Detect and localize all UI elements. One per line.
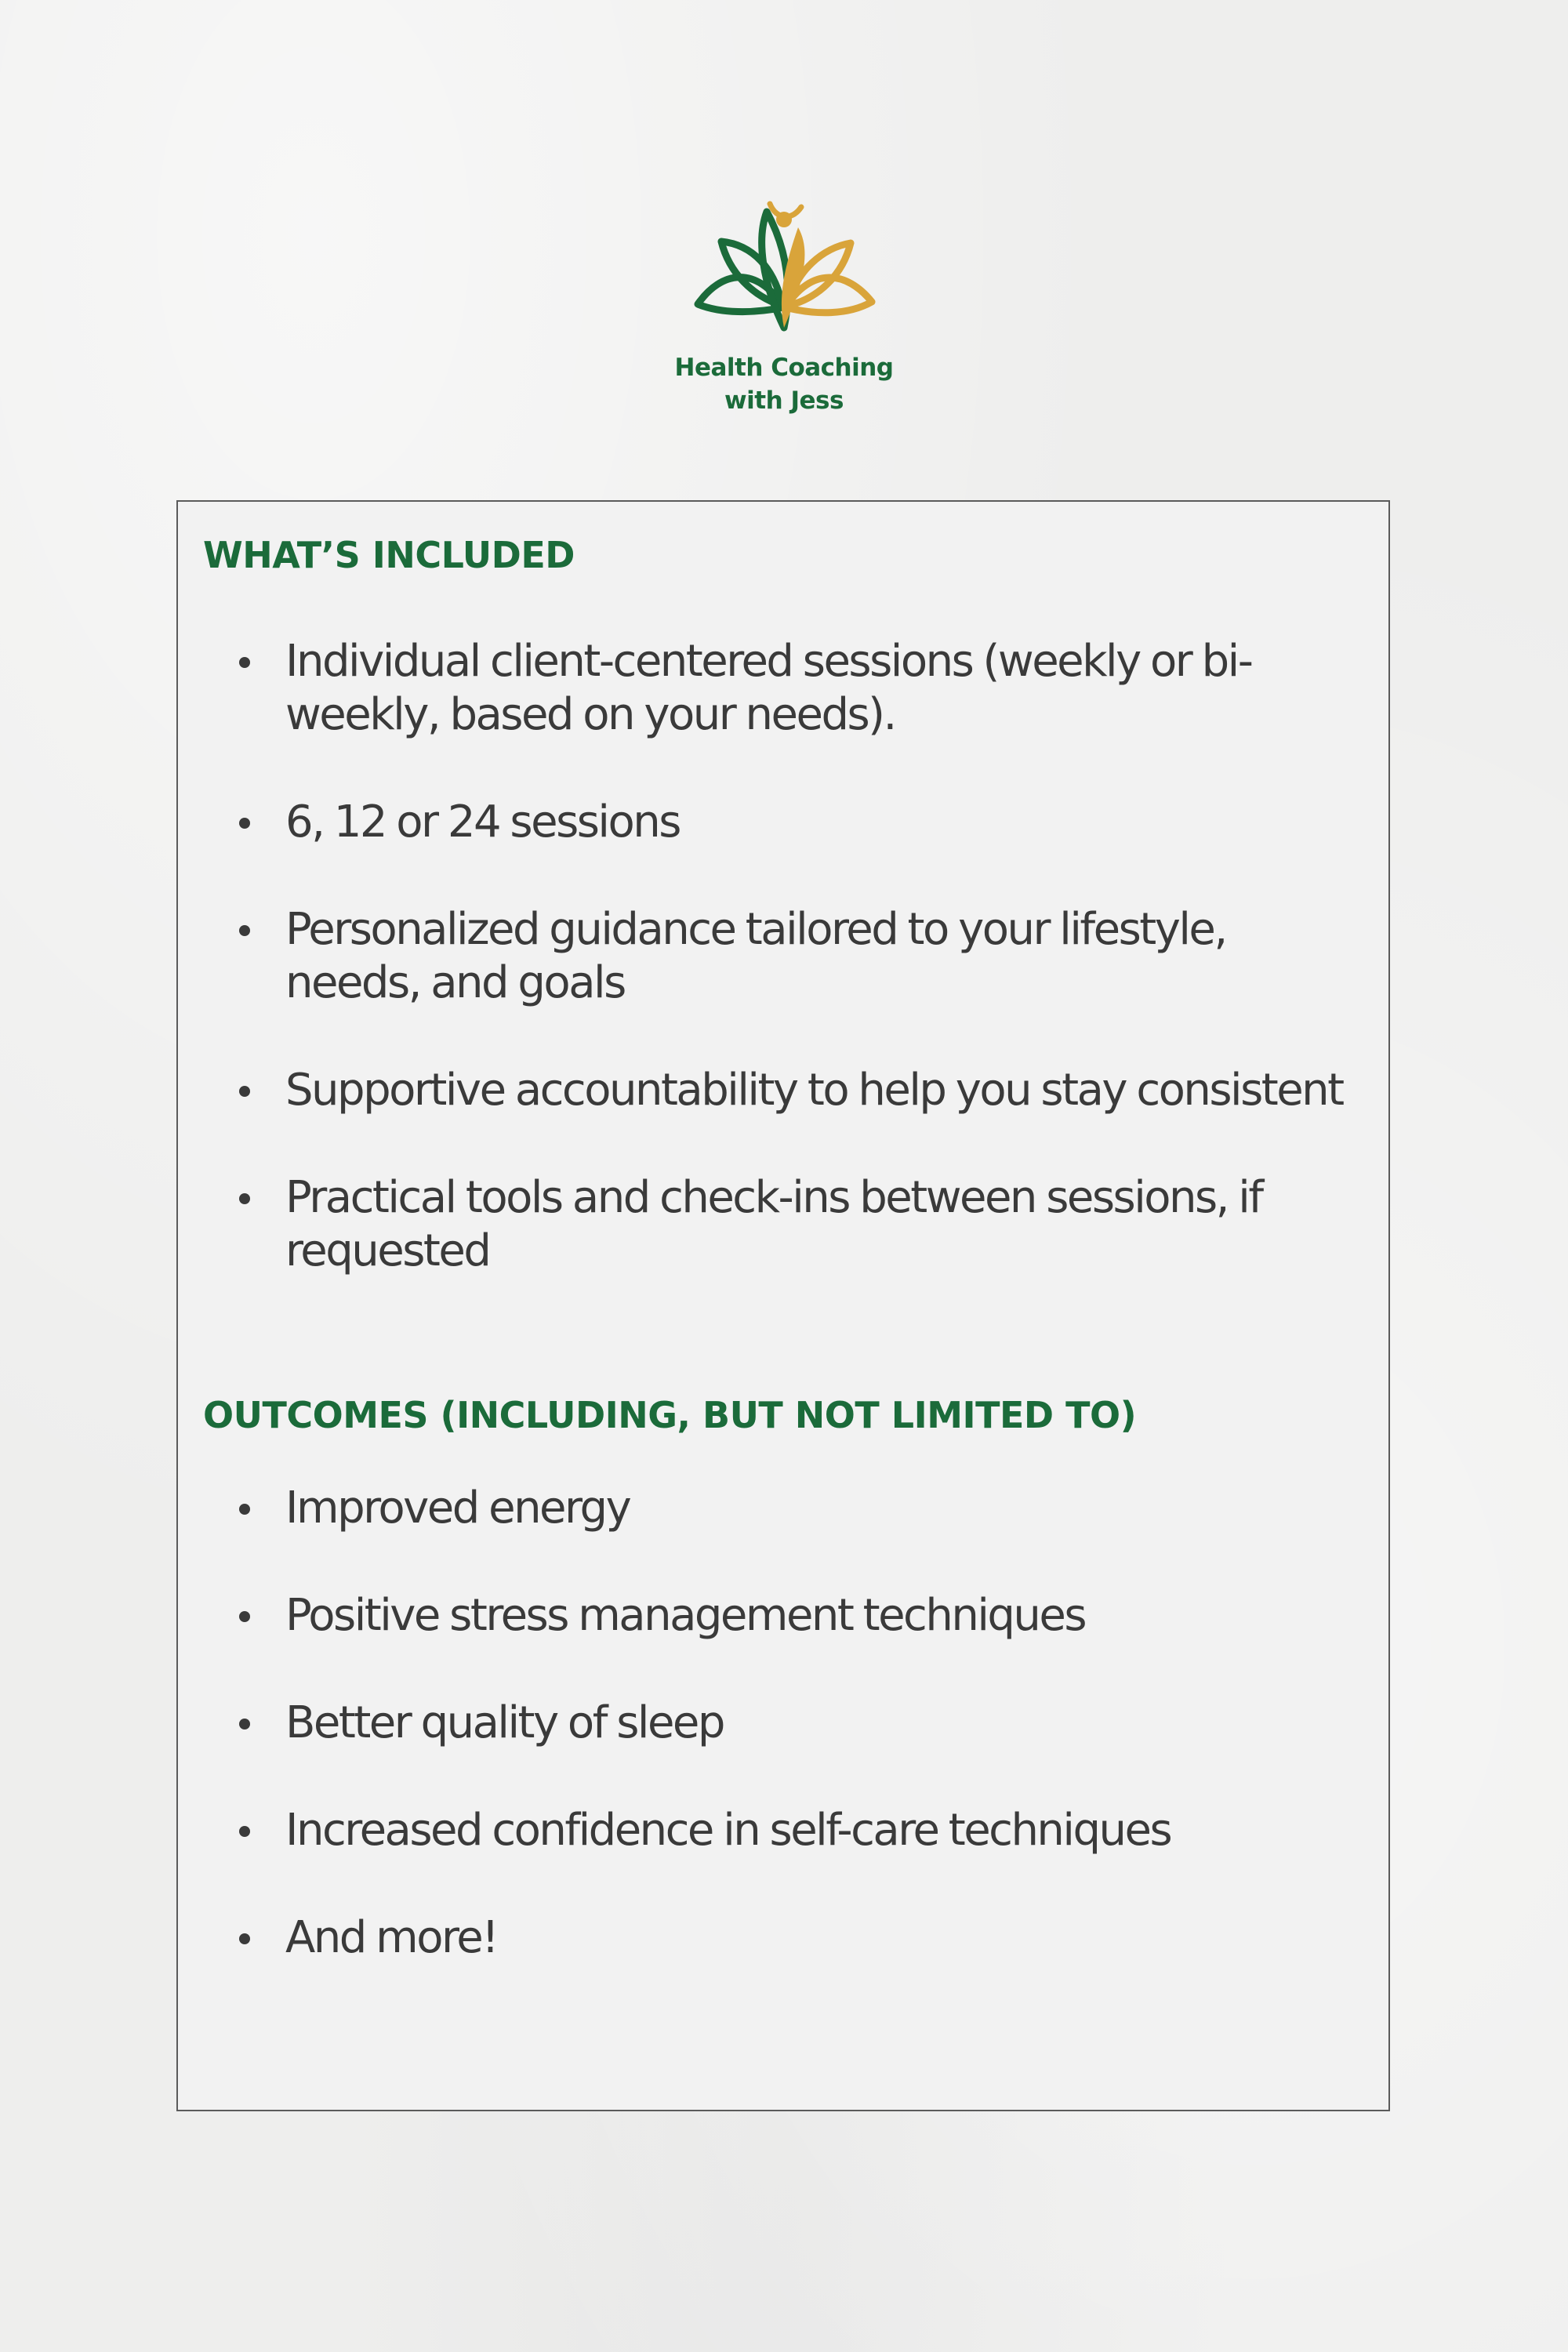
section-heading-outcomes: OUTCOMES (INCLUDING, BUT NOT LIMITED TO)	[203, 1394, 1137, 1436]
bullet-icon	[239, 818, 250, 829]
bullet-icon	[239, 1193, 250, 1204]
bullet-icon	[239, 1826, 250, 1837]
outcomes-list	[178, 1482, 1392, 2019]
bullet-icon	[239, 1933, 250, 1944]
brand-name-line-1: Health Coaching	[674, 354, 894, 382]
list-item	[178, 1171, 1392, 1278]
list-item-text: 6, 12 or 24 sessions	[285, 797, 680, 848]
list-item	[178, 1064, 1392, 1117]
bullet-icon	[239, 1086, 250, 1097]
bullet-icon	[239, 1611, 250, 1622]
list-item	[178, 1911, 1392, 1965]
list-item-text: Better quality of sleep	[285, 1697, 724, 1748]
list-item-text: Increased confidence in self-care techniques	[285, 1805, 1171, 1856]
list-item	[178, 1589, 1392, 1642]
bullet-icon	[239, 1719, 250, 1730]
list-item-text: And more!	[285, 1912, 498, 1963]
bullet-icon	[239, 925, 250, 936]
list-item-text: Personalized guidance tailored to your lifestyle, needs, and goals	[285, 904, 1226, 1008]
list-item	[178, 903, 1392, 1010]
list-item	[178, 635, 1392, 742]
list-item-text: Individual client-centered sessions (weekly or bi-weekly, based on your needs).	[285, 636, 1252, 740]
list-item-text: Improved energy	[285, 1483, 630, 1534]
lotus-figure-icon	[674, 196, 894, 337]
bullet-icon	[239, 1504, 250, 1515]
brand-name	[627, 351, 941, 417]
list-item-text: Positive stress management techniques	[285, 1590, 1086, 1641]
whats-included-list	[178, 635, 1392, 1332]
list-item	[178, 796, 1392, 849]
list-item	[178, 1697, 1392, 1750]
brand-name-line-2: with Jess	[724, 387, 844, 415]
brand-logo	[627, 196, 941, 417]
section-heading-whats-included: WHAT’S INCLUDED	[203, 534, 575, 576]
list-item	[178, 1804, 1392, 1857]
list-item-text: Practical tools and check-ins between sessions, if requested	[285, 1172, 1262, 1276]
list-item-text: Supportive accountability to help you stay consistent	[285, 1065, 1343, 1116]
content-card	[176, 500, 1390, 2111]
bullet-icon	[239, 657, 250, 668]
list-item	[178, 1482, 1392, 1535]
